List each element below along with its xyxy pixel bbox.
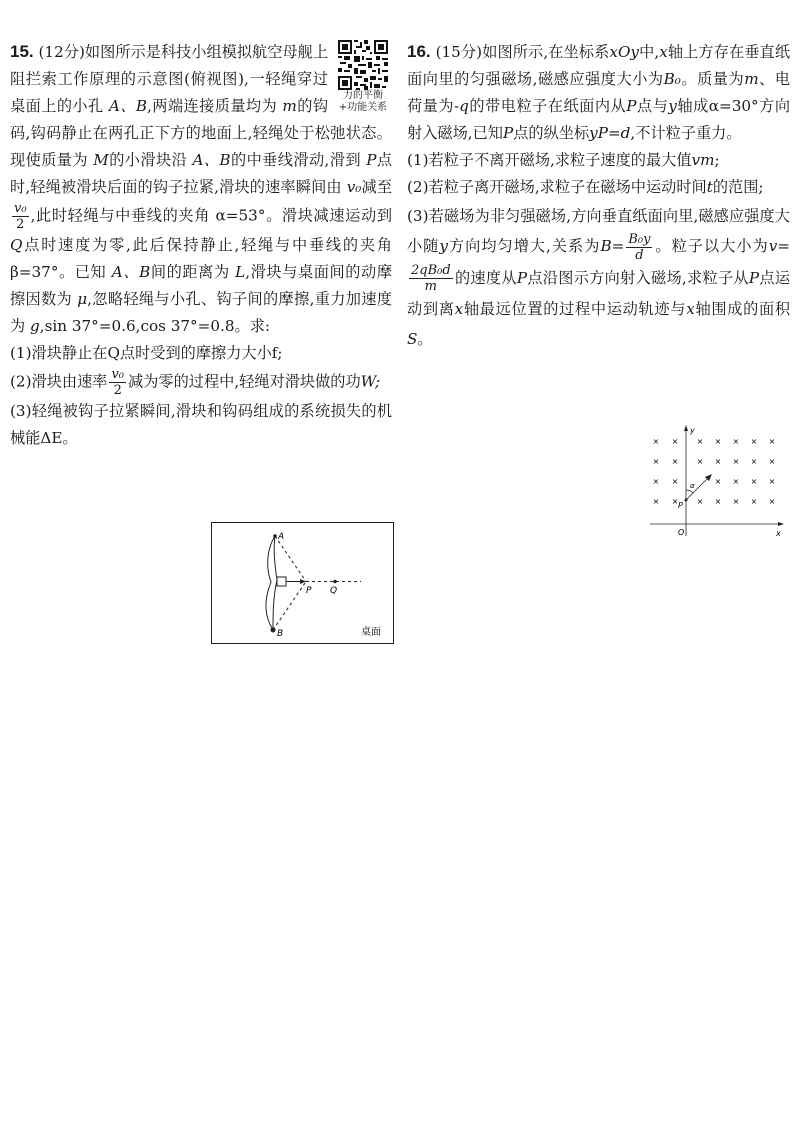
math-var: A、B: [111, 263, 151, 281]
question-score: (15分): [435, 43, 483, 61]
label-p: P: [678, 501, 683, 510]
sub-text: 点沿图示方向射入磁场,求粒子从: [527, 268, 749, 287]
sub-text: 。粒子以大小为: [654, 237, 769, 255]
fraction-numerator: v₀: [14, 201, 27, 216]
label-x: x: [776, 529, 781, 538]
math-var: v=: [768, 237, 791, 255]
stem-text: ,不计粒子重力。: [630, 124, 742, 142]
fraction-numerator: B₀y: [628, 231, 651, 247]
field-cross: ×: [696, 497, 704, 506]
stem-text: 的钩码,钩码静止在两孔正下方的地面上,轻绳处于松弛状态。现使质量为: [10, 97, 392, 169]
field-cross: ×: [696, 457, 704, 466]
stem-text: 如图所示是科技小组模拟航空母舰上阻拦索工作原理的示意图(俯视图),一轻绳穿过桌面上的小孔: [10, 43, 329, 115]
math-var: W;: [360, 372, 381, 391]
sub-text: (3)若磁场为非匀强磁场,方向垂直纸面向里,磁感应强度大小随: [407, 207, 790, 255]
field-cross: ×: [768, 437, 776, 446]
sub-question-3: [407, 201, 790, 354]
math-var: -q: [454, 97, 469, 115]
fraction-denominator: 2: [113, 383, 122, 398]
field-cross: ×: [671, 497, 679, 506]
math-var: xOy: [609, 43, 639, 61]
fraction-v0-over-2: [12, 201, 29, 232]
qr-code-block[interactable]: [334, 40, 392, 114]
label-q: Q: [330, 586, 338, 596]
fraction-speed: [409, 263, 453, 294]
stem-text: 点时速度为零,此后保持静止,轻绳与中垂线的夹角: [22, 236, 392, 254]
math-var: y: [668, 97, 677, 115]
field-cross: ×: [652, 457, 660, 466]
sub-text: (1)若粒子不离开磁场,求粒子速度的最大值: [407, 151, 692, 169]
stem-text: ,sin 37°=0.6,cos 37°=0.8。求:: [39, 317, 271, 335]
stem-text: 的中垂线滑动,滑到: [230, 151, 361, 169]
stem-text: ,此时轻绳与中垂线的夹角: [30, 206, 211, 225]
sub-question-1: [407, 147, 790, 174]
stem-text: 点与: [636, 97, 669, 115]
sub-text: (2)滑块由速率: [10, 372, 108, 391]
field-cross: ×: [750, 497, 758, 506]
fraction-denominator: m: [424, 279, 437, 294]
field-cross: ×: [732, 457, 740, 466]
fraction-b0y-over-d: [626, 232, 652, 263]
math-var: x: [659, 43, 668, 61]
stem-text: 点的纵坐标: [513, 124, 590, 142]
field-cross: ×: [652, 437, 660, 446]
math-var: Q: [10, 236, 23, 254]
label-alpha: α: [690, 482, 695, 490]
math-var: μ: [77, 290, 88, 308]
field-cross: ×: [671, 477, 679, 486]
sub-text: 的范围;: [712, 178, 764, 196]
field-cross: ×: [652, 477, 660, 486]
field-cross: ×: [714, 477, 722, 486]
stem-text: 点时,轻绳被滑块后面的钩子拉紧,滑块的速率瞬间由: [10, 151, 393, 196]
field-cross: ×: [732, 497, 740, 506]
math-var: y: [439, 237, 448, 255]
stem-text: α=30°: [708, 97, 759, 115]
sub-text: (2)若粒子离开磁场,求粒子在磁场中运动时间: [407, 178, 707, 196]
point-q-dot: [333, 580, 337, 584]
sub-text: 轴最远位置的过程中运动轨迹与: [463, 300, 687, 318]
math-var: A、B: [192, 151, 231, 169]
field-cross: ×: [732, 477, 740, 486]
math-var: v₀: [346, 178, 362, 196]
stem-text: 的带电粒子在纸面内从: [468, 97, 627, 115]
stem-text: 中,: [639, 43, 660, 61]
field-cross: ×: [696, 437, 704, 446]
math-var: P: [626, 97, 637, 115]
stem-text: ,滑块与桌面间的动摩擦因数为: [10, 263, 393, 308]
y-axis-arrow: [684, 425, 688, 431]
sub-question-2: [10, 367, 392, 398]
fraction-denominator: 2: [16, 217, 25, 232]
point-p-dot: [685, 499, 688, 502]
fraction-v0-over-2: [109, 367, 126, 398]
field-cross: ×: [768, 477, 776, 486]
math-var: g: [30, 317, 40, 335]
sub-question-2: [407, 174, 790, 201]
stem-text: 、电荷量为: [407, 70, 791, 115]
math-var: t: [706, 178, 713, 196]
fraction-denominator: d: [635, 247, 644, 263]
stem-text: ,忽略轻绳与小孔、钩子间的摩擦,重力加速度为: [10, 290, 393, 335]
angle-arc: [686, 490, 693, 493]
field-cross: ×: [750, 457, 758, 466]
field-cross: ×: [750, 477, 758, 486]
math-var: P: [516, 268, 528, 287]
stem-text: 轴上方存在垂直纸面向里的匀强磁场,磁感应强度大小为: [407, 43, 791, 88]
slider-block: [277, 577, 286, 586]
sub-question-3: (3)轻绳被钩子拉紧瞬间,滑块和钩码组成的系统损失的机械能ΔE。: [10, 402, 392, 447]
field-crosses: [653, 437, 776, 506]
field-cross: ×: [671, 437, 679, 446]
field-cross: ×: [671, 457, 679, 466]
math-var: A、B: [108, 97, 148, 115]
qr-code-icon[interactable]: [338, 40, 388, 90]
math-var: vm: [691, 151, 715, 169]
math-var: P: [366, 151, 377, 169]
sub-text: 方向均匀增大,关系为: [447, 237, 601, 255]
sub-text: ;: [714, 151, 720, 169]
field-cross: ×: [714, 497, 722, 506]
math-var: x: [686, 300, 695, 318]
stem-text: 间的距离为: [150, 263, 230, 281]
figure-magnetic-field: [650, 424, 784, 540]
label-o: O: [678, 528, 685, 537]
field-cross: ×: [732, 437, 740, 446]
question-16: [407, 38, 790, 354]
qr-caption: 力的平衡+功能关系: [338, 90, 388, 113]
sub-text: 减为零的过程中,轻绳对滑块做的功: [128, 372, 361, 391]
math-var: m: [282, 97, 297, 115]
math-var: M: [93, 151, 109, 169]
label-b: B: [277, 629, 284, 639]
label-table: 桌面: [361, 627, 381, 638]
fraction-numerator: 2qB₀d: [411, 263, 451, 278]
math-var: P: [748, 268, 760, 287]
stem-text: 如图所示,在坐标系: [482, 43, 610, 61]
sub-question-1: (1)滑块静止在Q点时受到的摩擦力大小f;: [10, 344, 283, 362]
stem-text: ,两端连接质量均为: [147, 97, 278, 115]
math-var: yP=d: [589, 124, 631, 142]
sub-text: 轴围成的面积: [694, 300, 791, 318]
stem-text: 方向射入磁场,已知: [407, 97, 791, 142]
stem-text: β=37°。已知: [10, 263, 107, 281]
math-var: B₀: [663, 70, 681, 88]
stem-text: 。质量为: [680, 70, 745, 88]
sub-text: 点运动到离: [407, 268, 791, 318]
math-var: B=: [600, 237, 625, 255]
stem-text: 减至: [361, 178, 393, 196]
question-number: 15.: [10, 42, 34, 61]
field-cross: ×: [652, 497, 660, 506]
label-a: A: [278, 532, 285, 542]
field-cross: ×: [714, 457, 722, 466]
stem-text: α=53°。滑块减速运动到: [215, 206, 393, 225]
label-p: P: [306, 586, 312, 596]
label-y: y: [690, 426, 695, 435]
math-var: L: [235, 263, 246, 281]
math-var: m: [744, 70, 759, 88]
question-15: [10, 38, 392, 452]
question-16-stem: [407, 38, 790, 147]
question-number: 16.: [407, 42, 431, 61]
math-var: P: [502, 124, 514, 142]
x-axis-arrow: [778, 522, 784, 526]
sub-text: 的速度从: [454, 268, 517, 287]
field-cross: ×: [714, 437, 722, 446]
field-cross: ×: [768, 457, 776, 466]
question-score: (12分): [38, 43, 85, 61]
math-var: S: [407, 330, 418, 348]
math-var: x: [454, 300, 464, 318]
fraction-numerator: v₀: [111, 367, 125, 382]
stem-text: 的小滑块沿: [108, 151, 188, 169]
stem-text: 轴成: [676, 97, 709, 115]
field-cross: ×: [750, 437, 758, 446]
field-cross: ×: [768, 497, 776, 506]
figure-arrester-diagram: [211, 522, 394, 644]
sub-text: 。: [417, 330, 433, 348]
